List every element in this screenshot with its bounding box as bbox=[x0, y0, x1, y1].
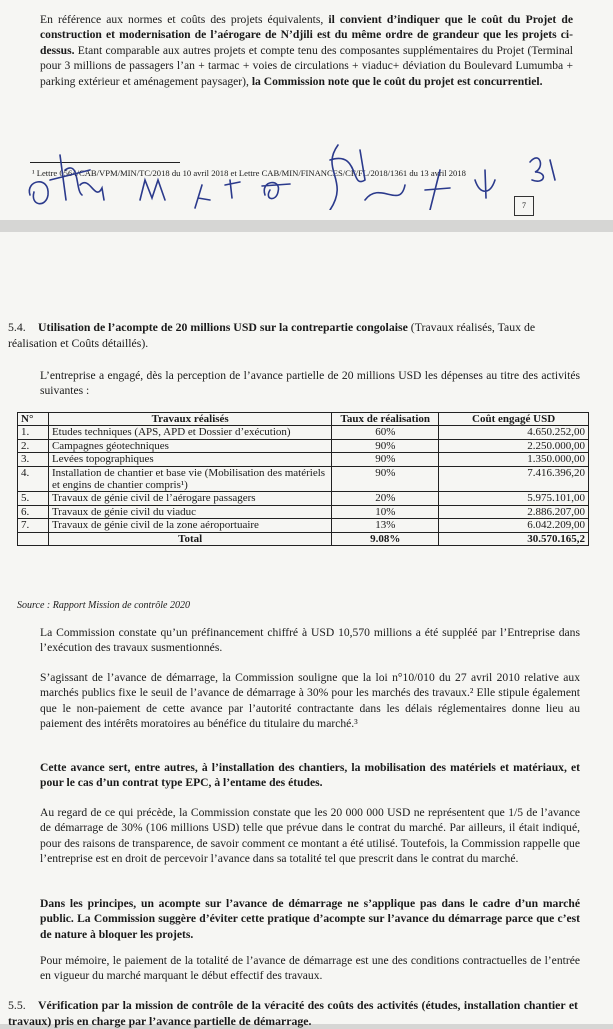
section-5-4-intro: L’entreprise a engagé, dès la perception de l’avance partielle de 20 millions USD les dépenses au titre des activités suivantes : bbox=[40, 369, 580, 398]
cell-cost: 2.250.000,00 bbox=[439, 439, 589, 452]
signatures-image bbox=[20, 140, 580, 210]
cell-rate: 90% bbox=[332, 466, 439, 492]
page-number: 7 bbox=[514, 196, 534, 216]
header-cost: Coût engagé USD bbox=[439, 413, 589, 426]
cell-cost: 6.042.209,00 bbox=[439, 519, 589, 532]
section-title-bold: Vérification par la mission de contrôle de la véracité des coûts des activités (études, installation chantier et travaux) pris en charge par l’avance partielle de démarrage. bbox=[8, 998, 578, 1028]
cell-cost: 1.350.000,00 bbox=[439, 453, 589, 466]
paragraph-bold-text: Dans les principes, un acompte sur l’avance de démarrage ne s’applique pas dans le cadre d’un marché public. La Commission suggère d’éviter cette pratique d’acompte sur l’avance du démarrage parce que c’est de nature à bloquer les projets. bbox=[40, 897, 580, 941]
header-number: N° bbox=[18, 413, 49, 426]
section-number: 5.4. bbox=[8, 320, 26, 334]
section-title-bold: Utilisation de l’acompte de 20 millions USD sur la contrepartie congolaise bbox=[38, 320, 408, 334]
cell-rate: 90% bbox=[332, 453, 439, 466]
cell-number: 1. bbox=[18, 426, 49, 439]
cell-rate: 20% bbox=[332, 492, 439, 505]
section-5-4-heading bbox=[8, 320, 578, 351]
cell-cost: 5.975.101,00 bbox=[439, 492, 589, 505]
section-number: 5.5. bbox=[8, 998, 26, 1012]
paragraph-bold-text: la Commission note que le coût du projet est concurrentiel. bbox=[251, 74, 543, 88]
cell-rate: 90% bbox=[332, 439, 439, 452]
table-row bbox=[18, 505, 589, 518]
paragraph-bold-text: il convient d’indiquer que le coût du Projet de construction et modernisation de l’aérogare de N’djili est du même ordre de grandeur que les projets ci-dessus. bbox=[40, 13, 573, 57]
paragraph-bold-text: Cette avance sert, entre autres, à l’installation des chantiers, la mobilisation des matériels et matériaux, et pour le cas d’un contrat type EPC, à l’entame des études. bbox=[40, 761, 580, 790]
cell-cost: 4.650.252,00 bbox=[439, 426, 589, 439]
header-works: Travaux réalisés bbox=[48, 413, 331, 426]
table-header-row bbox=[18, 413, 589, 426]
table-total-row bbox=[18, 532, 589, 545]
cell-number: 3. bbox=[18, 453, 49, 466]
table-row bbox=[18, 492, 589, 505]
cell-number: 4. bbox=[18, 466, 49, 492]
table-row bbox=[18, 426, 589, 439]
table-row bbox=[18, 519, 589, 532]
page-top bbox=[0, 0, 613, 220]
cell-number: 2. bbox=[18, 439, 49, 452]
cell-work: Campagnes géotechniques bbox=[48, 439, 331, 452]
footnote-1: ¹ Lettre 0564/CAB/VPM/MIN/TC/2018 du 10 avril 2018 et Lettre CAB/MIN/FINANCES/CF/FL/2018/1361 du 13 avril 2018 bbox=[32, 168, 466, 178]
header-rate: Taux de réalisation bbox=[332, 413, 439, 426]
cell-number: 5. bbox=[18, 492, 49, 505]
paragraph-advance-law: S’agissant de l’avance de démarrage, la Commission souligne que la loi n°10/010 du 27 avril 2010 relative aux marchés publics fixe le seuil de l’avance de démarrage à 30% pour les marchés des travaux.² Elle stipule également que le non-paiement de cette avance par l’autorité contractante dans les délais réglementaires donne lieu au paiement des intérêts moratoires au bénéfice du titulaire du marché.³ bbox=[40, 671, 580, 731]
table-row bbox=[18, 453, 589, 466]
section-5-5-heading bbox=[8, 998, 578, 1029]
cell-work: Etudes techniques (APS, APD et Dossier d’exécution) bbox=[48, 426, 331, 439]
cell-rate: 10% bbox=[332, 505, 439, 518]
cell-number: 7. bbox=[18, 519, 49, 532]
paragraph-reminder: Pour mémoire, le paiement de la totalité de l’avance de démarrage est une des conditions contractuelles de l’entrée en vigueur du marché marquant le début effectif des travaux. bbox=[40, 954, 580, 983]
cell-empty bbox=[18, 532, 49, 545]
cell-cost: 7.416.396,20 bbox=[439, 466, 589, 492]
cell-rate: 13% bbox=[332, 519, 439, 532]
intro-paragraph bbox=[40, 12, 573, 89]
paragraph-text: En référence aux normes et coûts des projets équivalents, bbox=[40, 13, 329, 26]
paragraph-advance-purpose bbox=[40, 760, 580, 791]
cell-rate: 60% bbox=[332, 426, 439, 439]
page-bottom bbox=[0, 232, 613, 1028]
cell-work: Travaux de génie civil du viaduc bbox=[48, 505, 331, 518]
cell-work: Levées topographiques bbox=[48, 453, 331, 466]
cell-work: Travaux de génie civil de la zone aéroportuaire bbox=[48, 519, 331, 532]
cell-work: Travaux de génie civil de l’aérogare passagers bbox=[48, 492, 331, 505]
cell-work: Installation de chantier et base vie (Mobilisation des matériels et engins de chantier compris¹) bbox=[48, 466, 331, 492]
table-row bbox=[18, 439, 589, 452]
paragraph-principles bbox=[40, 896, 580, 942]
works-table bbox=[17, 412, 589, 546]
total-rate: 9.08% bbox=[332, 532, 439, 545]
cell-number: 6. bbox=[18, 505, 49, 518]
paragraph-text: Etant comparable aux autres projets et compte tenu des composantes supplémentaires du Projet (Terminal pour 3 millions de passagers l’an + tarmac + voies de circulations + viaduc+ déviation du Boulevard Lumumba + parking extérieur et aménagement paysager), bbox=[40, 43, 573, 88]
table-source: Source : Rapport Mission de contrôle 2020 bbox=[17, 600, 190, 611]
total-label: Total bbox=[48, 532, 331, 545]
cell-cost: 2.886.207,00 bbox=[439, 505, 589, 518]
total-cost: 30.570.165,2 bbox=[439, 532, 589, 545]
table-row bbox=[18, 466, 589, 492]
paragraph-commission-finding: Au regard de ce qui précède, la Commission constate que les 20 000 000 USD ne représentent que 1/5 de l’avance de démarrage de 30% (106 millions USD) telle que prévue dans le contrat du marché. Par ailleurs, il était indiqué, pour des raisons de transparence, de savoir comment ce montant a été utilisé. Toutefois, la Commission rappelle que l’entreprise est en droit de percevoir l’avance dans sa totalité tel que prescrit dans le contrat du marché. bbox=[40, 806, 580, 866]
paragraph-preferencing: La Commission constate qu’un préfinancement chiffré à USD 10,570 millions a été suppléé par l’Entreprise dans l’exécution des travaux susmentionnés. bbox=[40, 626, 580, 655]
section-title-rest: (Travaux réalisés, Taux de réalisation et Coûts détaillés). bbox=[8, 320, 536, 350]
